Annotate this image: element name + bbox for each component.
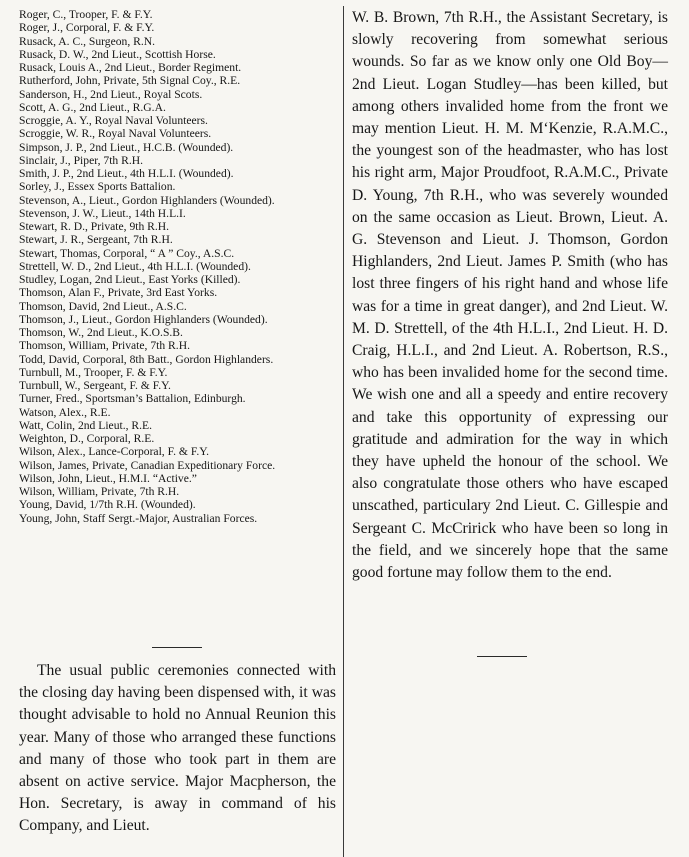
name-entry: Scroggie, W. R., Royal Naval Volunteers. <box>19 127 212 141</box>
name-entry: Thomson, William, Private, 7th R.H. <box>19 339 190 353</box>
name-entry: Scroggie, A. Y., Royal Naval Volunteers. <box>19 114 208 127</box>
name-entry: Roger, J., Corporal, F. & F.Y. <box>19 21 155 35</box>
name-entry: Rusack, D. W., 2nd Lieut., Scottish Horse. <box>19 47 216 61</box>
name-entry: Todd, David, Corporal, 8th Batt., Gordon Highlanders. <box>19 352 274 366</box>
name-entry: Watt, Colin, 2nd Lieut., R.E. <box>19 418 153 432</box>
name-entry: Studley, Logan, 2nd Lieut., East Yorks (Killed). <box>19 273 241 286</box>
name-entry: Stewart, Thomas, Corporal, “ A ” Coy., A.S.C. <box>19 246 235 260</box>
name-entry: Rusack, Louis A., 2nd Lieut., Border Regiment. <box>19 61 242 74</box>
name-entry: Weighton, D., Corporal, R.E. <box>19 432 155 445</box>
name-entry: Sinclair, J., Piper, 7th R.H. <box>19 153 144 167</box>
name-entry: Young, David, 1/7th R.H. (Wounded). <box>19 498 196 512</box>
name-entry: Watson, Alex., R.E. <box>19 405 111 419</box>
name-entry: Young, John, Staff Sergt.-Major, Australian Forces. <box>19 511 258 525</box>
reunion-paragraph: The usual public ceremonies connected with the closing day having been dispensed with, it was thought advisable to hold no Annual Reunion this year. Many of those who arranged these functions and many of those who took part in them are absent on active service. Major Macpherson, the Hon. Secretary, is away in command of his Company, and Lieut. <box>19 662 336 835</box>
name-entry: Wilson, James, Private, Canadian Expeditionary Force. <box>19 458 276 472</box>
section-rule-left <box>152 647 202 648</box>
column-divider <box>343 6 344 857</box>
name-entry: Thomson, J., Lieut., Gordon Highlanders (Wounded). <box>19 312 268 326</box>
roll-of-names <box>19 8 341 525</box>
name-entry: Simpson, J. P., 2nd Lieut., H.C.B. (Wounded). <box>19 140 234 154</box>
name-entry: Stewart, J. R., Sergeant, 7th R.H. <box>19 233 173 247</box>
name-entry: Turnbull, M., Trooper, F. & F.Y. <box>19 365 168 379</box>
section-rule-right <box>477 656 527 657</box>
name-entry: Rutherford, John, Private, 5th Signal Coy., R.E. <box>19 74 241 88</box>
name-entry: Sorley, J., Essex Sports Battalion. <box>19 180 176 194</box>
name-entry: Stevenson, A., Lieut., Gordon Highlanders (Wounded). <box>19 193 275 207</box>
left-column <box>19 8 341 525</box>
continued-paragraph: W. B. Brown, 7th R.H., the Assistant Secretary, is slowly recovering from somewhat serious wounds. So far as we know only one Old Boy—2nd Lieut. Logan Studley—has been killed, but among others invalided home from the front we may mention Lieut. H. M. M‘Kenzie, R.A.M.C., the youngest son of the headmaster, who has lost his right arm, Major Proudfoot, R.A.M.C., Private D. Young, 7th R.H., who was severely wounded on the same occasion as Lieut. Brown, Lieut. A. G. Stevenson and Lieut. J. Thomson, Gordon Highlanders, 2nd Lieut. James P. Smith (who has lost three fingers of his right hand and whose life was for a time in great danger), and 2nd Lieut. W. M. D. Strettell, of the 4th H.L.I., 2nd Lieut. H. D. Craig, H.L.I., and 2nd Lieut. A. Robertson, R.S., who has been invalided home for the second time. We wish one and all a speedy and entire recovery and take this opportunity of expressing our gratitude and admiration for the way in which they have upheld the honour of the school. We also congratulate those others who have escaped unscathed, particulary 2nd Lieut. C. Gillespie and Sergeant C. McCririck who have been so long in the field, and we sincerely hope that the same good fortune may follow them to the end. <box>352 9 668 582</box>
name-entry: Rusack, A. C., Surgeon, R.N. <box>19 34 156 48</box>
name-entry: Stevenson, J. W., Lieut., 14th H.L.I. <box>19 206 186 220</box>
name-entry: Turnbull, W., Sergeant, F. & F.Y. <box>19 379 171 392</box>
name-entry: Thomson, Alan F., Private, 3rd East Yorks. <box>19 286 218 300</box>
name-entry: Roger, C., Trooper, F. & F.Y. <box>19 8 153 21</box>
name-entry: Thomson, David, 2nd Lieut., A.S.C. <box>19 299 187 313</box>
name-entry: Sanderson, H., 2nd Lieut., Royal Scots. <box>19 87 203 101</box>
name-entry: Scott, A. G., 2nd Lieut., R.G.A. <box>19 100 166 114</box>
name-entry: Thomson, W., 2nd Lieut., K.O.S.B. <box>19 326 183 339</box>
name-entry: Wilson, William, Private, 7th R.H. <box>19 485 180 498</box>
name-entry: Wilson, Alex., Lance-Corporal, F. & F.Y. <box>19 445 210 459</box>
name-entry: Wilson, John, Lieut., H.M.I. “Active.” <box>19 471 197 485</box>
name-entry: Smith, J. P., 2nd Lieut., 4th H.L.I. (Wounded). <box>19 167 234 180</box>
name-entry: Turner, Fred., Sportsman’s Battalion, Edinburgh. <box>19 392 246 406</box>
name-entry: Stewart, R. D., Private, 9th R.H. <box>19 220 170 233</box>
name-entry: Strettell, W. D., 2nd Lieut., 4th H.L.I. (Wounded). <box>19 259 251 273</box>
